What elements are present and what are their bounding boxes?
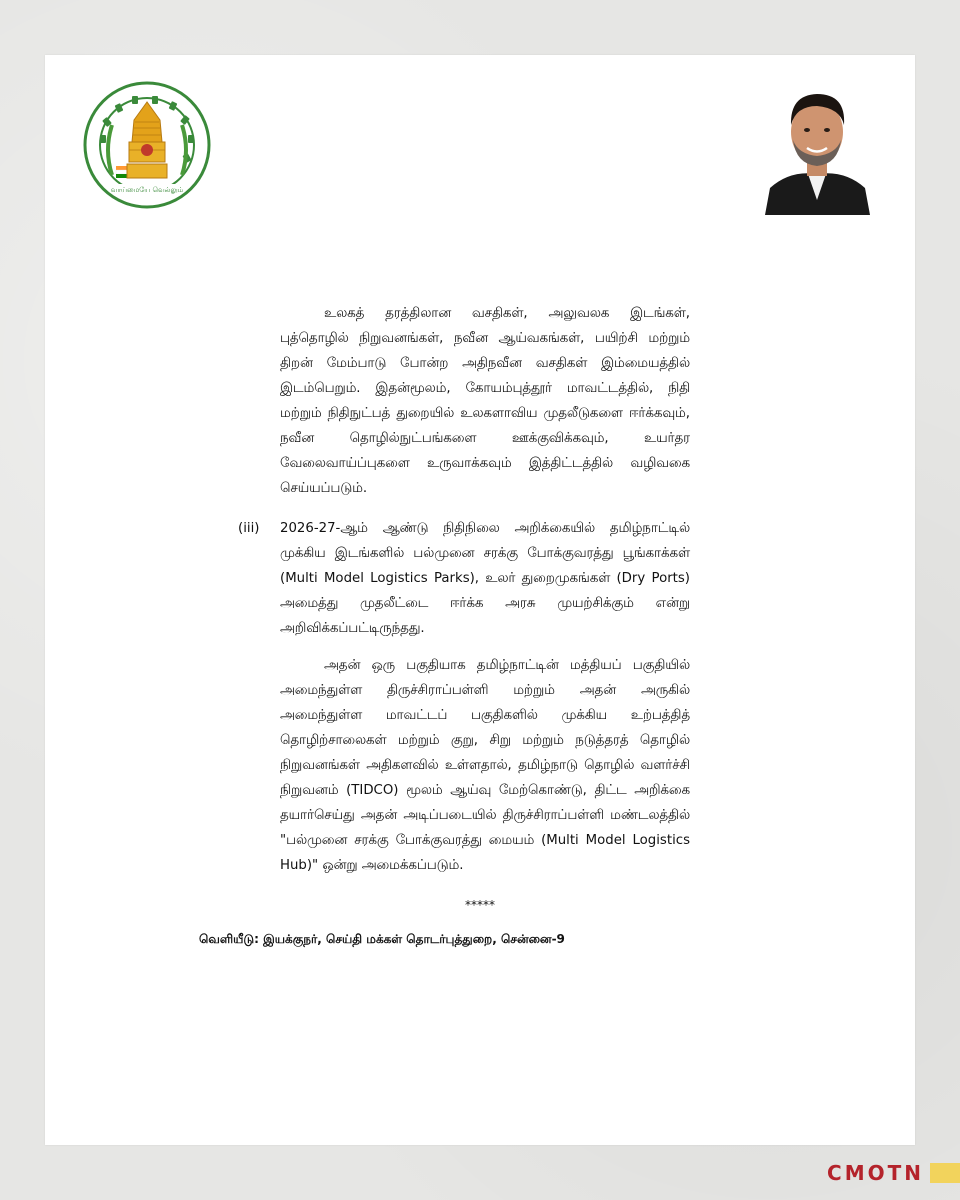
brand-text: CMOTN bbox=[827, 1161, 924, 1185]
list-item-text: 2026-27-ஆம் ஆண்டு நிதிநிலை அறிக்கையில் தமிழ்நாட்டில் முக்கிய இடங்களில் பல்முனை சரக்கு போக்குவரத்து பூங்காக்கள் (Multi Model Logistics Parks), உலர் துறைமுகங்கள் (Dry Ports) அமைத்து முதலீட்டை ஈர்க்க அரசு முயற்சிக்கும் என்று அறிவிக்கப்பட்டிருந்தது. bbox=[280, 521, 690, 636]
emblem-motto: வாய்மையே வெல்லும் bbox=[110, 186, 184, 194]
brand-accent-bar bbox=[930, 1163, 960, 1183]
paragraph-1: உலகத் தரத்திலான வசதிகள், அலுவலக இடங்கள், புத்தொழில் நிறுவனங்கள், நவீன ஆய்வகங்கள், பயிற்சி மற்றும் திறன் மேம்பாடு போன்ற அதிநவீன வசதிகள் இம்மையத்தில் இடம்பெறும். இதன்மூலம், கோயம்புத்தூர் மாவட்டத்தில், நிதி மற்றும் நிதிநுட்பத் துறையில் உலகளாவிய முதலீடுகளை ஈர்க்கவும், நவீன தொழில்நுட்பங்களை ஊக்குவிக்கவும், உயர்தர வேலைவாய்ப்புகளை உருவாக்கவும் இத்திட்டத்தில் வழிவகை செய்யப்படும். bbox=[280, 306, 690, 496]
tamil-nadu-emblem-icon bbox=[82, 80, 212, 210]
portrait-photo-icon bbox=[760, 70, 875, 215]
brand-logo bbox=[827, 1161, 960, 1185]
paragraph-facilities bbox=[280, 276, 690, 526]
list-item-iii bbox=[238, 516, 690, 641]
list-item-number: (iii) bbox=[238, 521, 260, 536]
end-marker: ***** bbox=[465, 898, 495, 912]
paragraph-logistics-hub: அதன் ஒரு பகுதியாக தமிழ்நாட்டின் மத்தியப் பகுதியில் அமைந்துள்ள திருச்சிராப்பள்ளி மற்றும் அதன் அருகில் அமைந்துள்ள மாவட்டப் பகுதிகளில் முக்கிய உற்பத்தித் தொழிற்சாலைகள் மற்றும் குறு, சிறு மற்றும் நடுத்தரத் தொழில் நிறுவனங்கள் அதிகளவில் உள்ளதால், தமிழ்நாடு தொழில் வளர்ச்சி நிறுவனம் (TIDCO) மூலம் ஆய்வு மேற்கொண்டு, திட்ட அறிக்கை தயார்செய்து அதன் அடிப்படையில் திருச்சிராப்பள்ளி மண்டலத்தில் "பல்முனை சரக்கு போக்குவரத்து மையம் (Multi Model Logistics Hub)" ஒன்று அமைக்கப்படும். bbox=[280, 658, 690, 873]
release-line: வெளியீடு: இயக்குநர், செய்தி மக்கள் தொடர்புத்துறை, சென்னை-9 bbox=[199, 932, 565, 946]
